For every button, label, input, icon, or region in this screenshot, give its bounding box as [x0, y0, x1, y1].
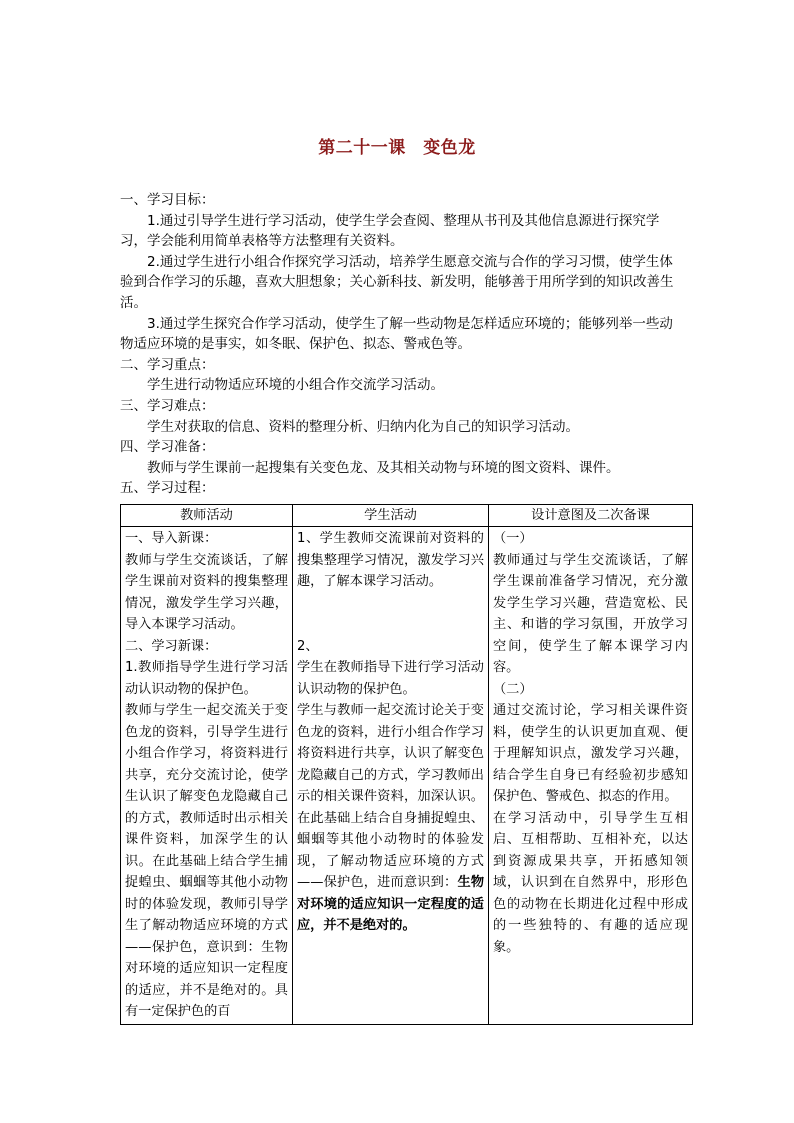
student-p4-text: 学生与教师一起交流讨论关于变色龙的资料，进行小组合作学习将资料进行共享，认识了解变色龙隐藏自己的方式，学习教师出示的相关课件资料，加深认识。在此基础上结合自身捕捉蝗虫、蝈蝈等其他小动物时的体验发现，了解动物适应环境的方式——保护色，进而意识到： — [297, 703, 484, 890]
design-p1: （一） — [493, 531, 533, 546]
goal-heading: 一、学习目标： — [120, 192, 215, 208]
teacher-p3: 二、学习新课： — [125, 638, 218, 654]
header-design: 设计意图及二次备课 — [489, 505, 693, 527]
focus-text: 学生进行动物适应环境的小组合作交流学习活动。 — [147, 377, 444, 394]
header-student: 学生活动 — [293, 505, 489, 527]
page-title: 第二十一课 变色龙 — [318, 138, 476, 158]
student-p1: 1、学生教师交流课前对资料的搜集整理学习情况，激发学习兴趣，了解本课学习活动。 — [297, 531, 484, 589]
process-table — [120, 504, 693, 1025]
lesson-body — [120, 190, 680, 499]
prep-heading: 四、学习准备： — [120, 439, 215, 456]
design-p2: 教师通过与学生交流谈话，了解学生课前准备学习情况，充分激发学生学习兴趣，营造宽松、民主、和谐的学习氛围，开放学习空间，使学生了解本课学习内容。 — [493, 552, 688, 675]
student-p4 — [297, 700, 484, 937]
table-row — [121, 527, 693, 1025]
teacher-p2: 教师与学生交流谈话，了解学生课前对资料的搜集整理情况，激发学生学习兴趣，导入本课学习活动。 — [125, 552, 288, 632]
student-p3: 学生在教师指导下进行学习活动认识动物的保护色。 — [297, 660, 484, 697]
process-heading: 五、学习过程： — [120, 480, 215, 497]
design-p3: （二） — [493, 681, 533, 697]
student-p4-bold: 生物对环境的适应知识一定程度的适应，并不是绝对的。 — [297, 875, 485, 933]
student-activity-cell — [293, 527, 489, 1025]
difficulty-heading: 三、学习难点： — [120, 397, 215, 414]
teacher-p1: 一、导入新课： — [125, 531, 218, 546]
table-header-row — [121, 505, 693, 527]
goal-item-3: 3.通过学生探究合作学习活动，使学生了解一些动物是怎样适应环境的；能够列举一些动物适应环境的是事实，如冬眠、保护色、拟态、警戒色等。 — [120, 315, 673, 353]
focus-heading: 二、学习重点： — [120, 356, 215, 373]
header-teacher: 教师活动 — [121, 505, 293, 527]
design-p4: 通过交流讨论，学习相关课件资料，使学生的认识更加直观、便于理解知识点，激发学习兴趣，结合学生自身已有经验初步感知保护色、警戒色、拟态的作用。 — [493, 703, 688, 804]
student-p2: 2、 — [297, 638, 319, 654]
teacher-activity-cell — [121, 527, 293, 1025]
goal-item-2: 2.通过学生进行小组合作探究学习活动，培养学生愿意交流与合作的学习习惯，使学生体验到合作学习的乐趣，喜欢大胆想象；关心新科技、新发明，能够善于用所学到的知识改善生活。 — [120, 253, 674, 311]
teacher-p5: 教师与学生一起交流关于变色龙的资料，引导学生进行小组合作学习，将资料进行共享，充分交流讨论，使学生认识了解变色龙隐藏自己的方式，教师适时出示相关课件资料，加深学生的认识。在此基础上结合学生捕捉蝗虫、蝈蝈等其他小动物时的体验发现，教师引导学生了解动物适应环境的方式——保护色，意识到：生物对环境的适应知识一定程度的适应，并不是绝对的。具有一定保护色的百 — [125, 703, 288, 1019]
design-p5: 在学习活动中，引导学生互相启、互相帮助、互相补充，以达到资源成果共享，开拓感知领域，认识到在自然界中，形形色色的动物在长期进化过程中形成的一些独特的、有趣的适应现象。 — [493, 810, 688, 955]
prep-text: 教师与学生课前一起搜集有关变色龙、及其相关动物与环境的图文资料、课件。 — [147, 459, 620, 476]
design-intent-cell — [489, 527, 693, 1025]
difficulty-text: 学生对获取的信息、资料的整理分析、归纳内化为自己的知识学习活动。 — [147, 418, 579, 435]
teacher-p4: 1.教师指导学生进行学习活动认识动物的保护色。 — [125, 660, 288, 697]
goal-item-1: 1.通过引导学生进行学习活动，使学生学会查阅、整理从书刊及其他信息源进行探究学习，学会能利用简单表格等方法整理有关资料。 — [120, 212, 660, 250]
